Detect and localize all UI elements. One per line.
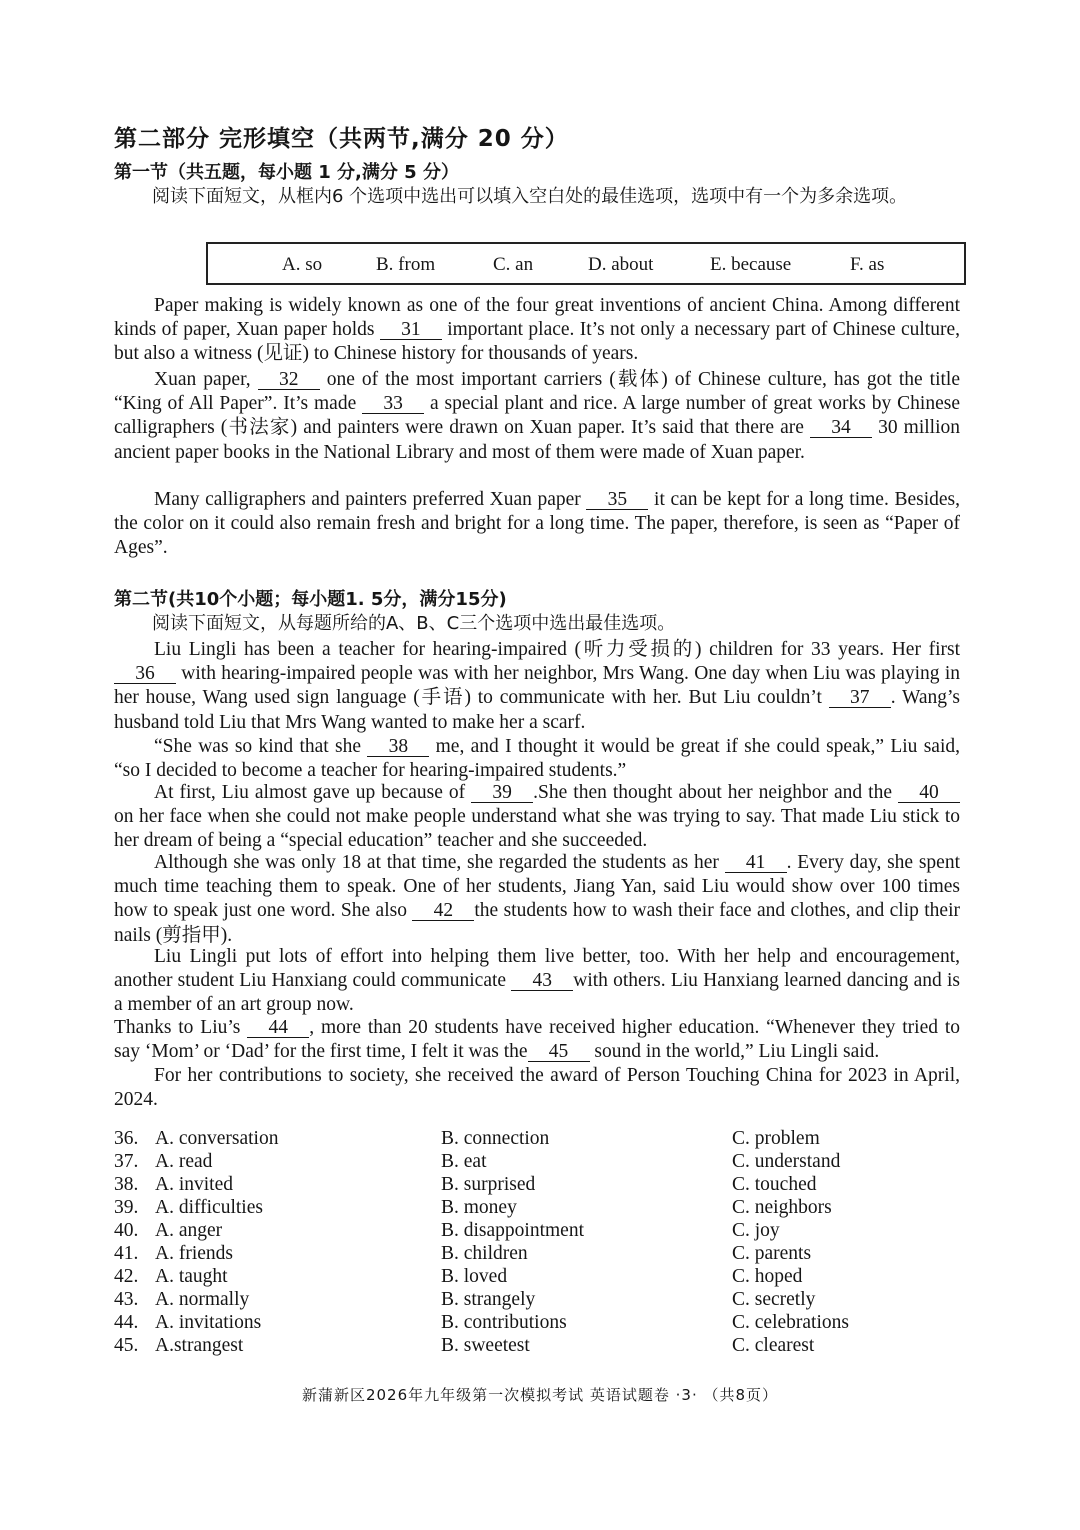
- blank-42: 42: [412, 901, 474, 921]
- option-b: B. from: [376, 254, 436, 275]
- choice-c: C. celebrations: [732, 1312, 849, 1333]
- choice-c: C. secretly: [732, 1289, 816, 1310]
- choice-c: C. clearest: [732, 1335, 815, 1356]
- option-d: D. about: [588, 254, 654, 275]
- choice-a: A. taught: [155, 1266, 228, 1287]
- section2-instruction: 阅读下面短文，从每题所给的A、B、C三个选项中选出最佳选项。: [152, 613, 676, 634]
- s1-paragraph-1: Paper making is widely known as one of the four great inventions of ancient China. Among different kinds of paper, Xuan paper holds 31 important place. It’s not only a necessary part of Chinese culture, but also a witness (见证) to Chinese history for thousands of years.: [114, 295, 960, 365]
- choice-a: A. read: [155, 1151, 213, 1172]
- blank-33: 33: [362, 394, 424, 414]
- choice-b: B. money: [441, 1197, 517, 1218]
- choice-b: B. eat: [441, 1151, 487, 1172]
- option-e: E. because: [710, 254, 792, 275]
- blank-43: 43: [511, 971, 573, 991]
- choice-b: B. disappointment: [441, 1220, 584, 1241]
- question-number: 43.: [114, 1289, 139, 1310]
- option-c: C. an: [493, 254, 534, 275]
- choice-c: C. understand: [732, 1151, 841, 1172]
- section1-instruction: 阅读下面短文，从框内6 个选项中选出可以填入空白处的最佳选项，选项中有一个为多余选项。: [152, 186, 908, 207]
- page-footer: 新蒲新区2026年九年级第一次模拟考试 英语试题卷 ·3· （共8页）: [301, 1386, 779, 1404]
- choice-b: B. sweetest: [441, 1335, 530, 1356]
- choice-a: A. invitations: [155, 1312, 262, 1333]
- part-title: 第二部分 完形填空（共两节,满分 20 分）: [114, 126, 569, 152]
- choice-b: B. connection: [441, 1128, 550, 1149]
- blank-38: 38: [367, 737, 429, 757]
- question-number: 42.: [114, 1266, 139, 1287]
- s2-paragraph-2: “She was so kind that she 38 me, and I thought it would be great if she could speak,” Liu said, “so I decided to become a teacher for hearing-impaired students.”: [114, 736, 960, 782]
- choice-b: B. children: [441, 1243, 528, 1264]
- choice-a: A. friends: [155, 1243, 233, 1264]
- blank-35: 35: [586, 490, 648, 510]
- choice-a: A.strangest: [155, 1335, 244, 1356]
- question-number: 45.: [114, 1335, 139, 1356]
- question-number: 40.: [114, 1220, 139, 1241]
- choice-a: A. normally: [155, 1289, 250, 1310]
- blank-45: 45: [528, 1042, 590, 1062]
- choice-a: A. conversation: [155, 1128, 279, 1149]
- option-box: [206, 242, 966, 285]
- blank-32: 32: [258, 370, 320, 390]
- blank-41: 41: [725, 853, 787, 873]
- question-number: 36.: [114, 1128, 139, 1149]
- question-number: 41.: [114, 1243, 139, 1264]
- choice-b: B. loved: [441, 1266, 508, 1287]
- s2-paragraph-4: Although she was only 18 at that time, she regarded the students as her 41 . Every day, she spent much time teaching them to speak. One of her students, Jiang Yan, said Liu would show over 100 times how to speak just one word. She also 42 the students how to wash their face and clothes, and clip their nails (剪指甲).: [114, 852, 960, 946]
- question-number: 37.: [114, 1151, 139, 1172]
- choice-b: B. contributions: [441, 1312, 567, 1333]
- question-number: 38.: [114, 1174, 139, 1195]
- choice-a: A. invited: [155, 1174, 233, 1195]
- s2-paragraph-7: For her contributions to society, she received the award of Person Touching China for 2023 in April, 2024.: [114, 1065, 960, 1111]
- choice-a: A. difficulties: [155, 1197, 263, 1218]
- blank-40: 40: [898, 783, 960, 803]
- option-a: A. so: [282, 254, 323, 275]
- choice-c: C. parents: [732, 1243, 812, 1264]
- blank-31: 31: [380, 320, 442, 340]
- choice-c: C. problem: [732, 1128, 820, 1149]
- choice-b: B. surprised: [441, 1174, 536, 1195]
- blank-37: 37: [829, 688, 891, 708]
- choice-c: C. touched: [732, 1174, 817, 1195]
- s1-paragraph-2: Xuan paper, 32 one of the most important carriers (载体) of Chinese culture, has got the title “King of All Paper”. It’s made 33 a special plant and rice. A large number of great works by Chinese calligraphers (书法家) and painters were drawn on Xuan paper. It’s said that there are 34 30 million ancient paper books in the National Library and most of them were made of Xuan paper.: [114, 369, 961, 463]
- choice-c: C. joy: [732, 1220, 780, 1241]
- choice-b: B. strangely: [441, 1289, 536, 1310]
- blank-34: 34: [810, 418, 872, 438]
- s1-paragraph-3: Many calligraphers and painters preferred Xuan paper 35 it can be kept for a long time. Besides, the color on it could also remain fresh and bright for a long time. The paper, therefore, is seen as “Paper of Ages”.: [114, 489, 960, 559]
- choice-c: C. neighbors: [732, 1197, 832, 1218]
- blank-36: 36: [114, 664, 176, 684]
- s2-paragraph-3: At first, Liu almost gave up because of 39 .She then thought about her neighbor and the 40 on her face when she could not make people understand what she was trying to say. That made Liu stick to her dream of being a “special education” teacher and she succeeded.: [114, 782, 960, 852]
- section2-heading: 第二节(共10个小题；每小题1. 5分，满分15分): [114, 589, 507, 610]
- blank-44: 44: [247, 1018, 309, 1038]
- s2-paragraph-6: Thanks to Liu’s 44 , more than 20 students have received higher education. “Whenever they tried to say ‘Mom’ or ‘Dad’ for the first time, I felt it was the 45 sound in the world,” Liu Lingli said.: [114, 1017, 960, 1063]
- choice-c: C. hoped: [732, 1266, 803, 1287]
- question-number: 39.: [114, 1197, 139, 1218]
- s2-paragraph-5: Liu Lingli put lots of effort into helping them live better, too. With her help and encouragement, another student Liu Hanxiang could communicate 43 with others. Liu Hanxiang learned dancing and is a member of an art group now.: [114, 946, 960, 1016]
- choice-a: A. anger: [155, 1220, 223, 1241]
- blank-39: 39: [471, 783, 533, 803]
- option-f: F. as: [850, 254, 885, 275]
- s2-paragraph-1: Liu Lingli has been a teacher for hearing-impaired (听力受损的) children for 33 years. Her first 36 with hearing-impaired people was with her neighbor, Mrs Wang. One day when Liu was playing in her house, Wang used sign language (手语) to communicate with her. But Liu couldn’t 37 . Wang’s husband told Liu that Mrs Wang wanted to make her a scarf.: [114, 639, 960, 733]
- question-number: 44.: [114, 1312, 139, 1333]
- section1-heading: 第一节（共五题，每小题 1 分,满分 5 分）: [114, 162, 459, 183]
